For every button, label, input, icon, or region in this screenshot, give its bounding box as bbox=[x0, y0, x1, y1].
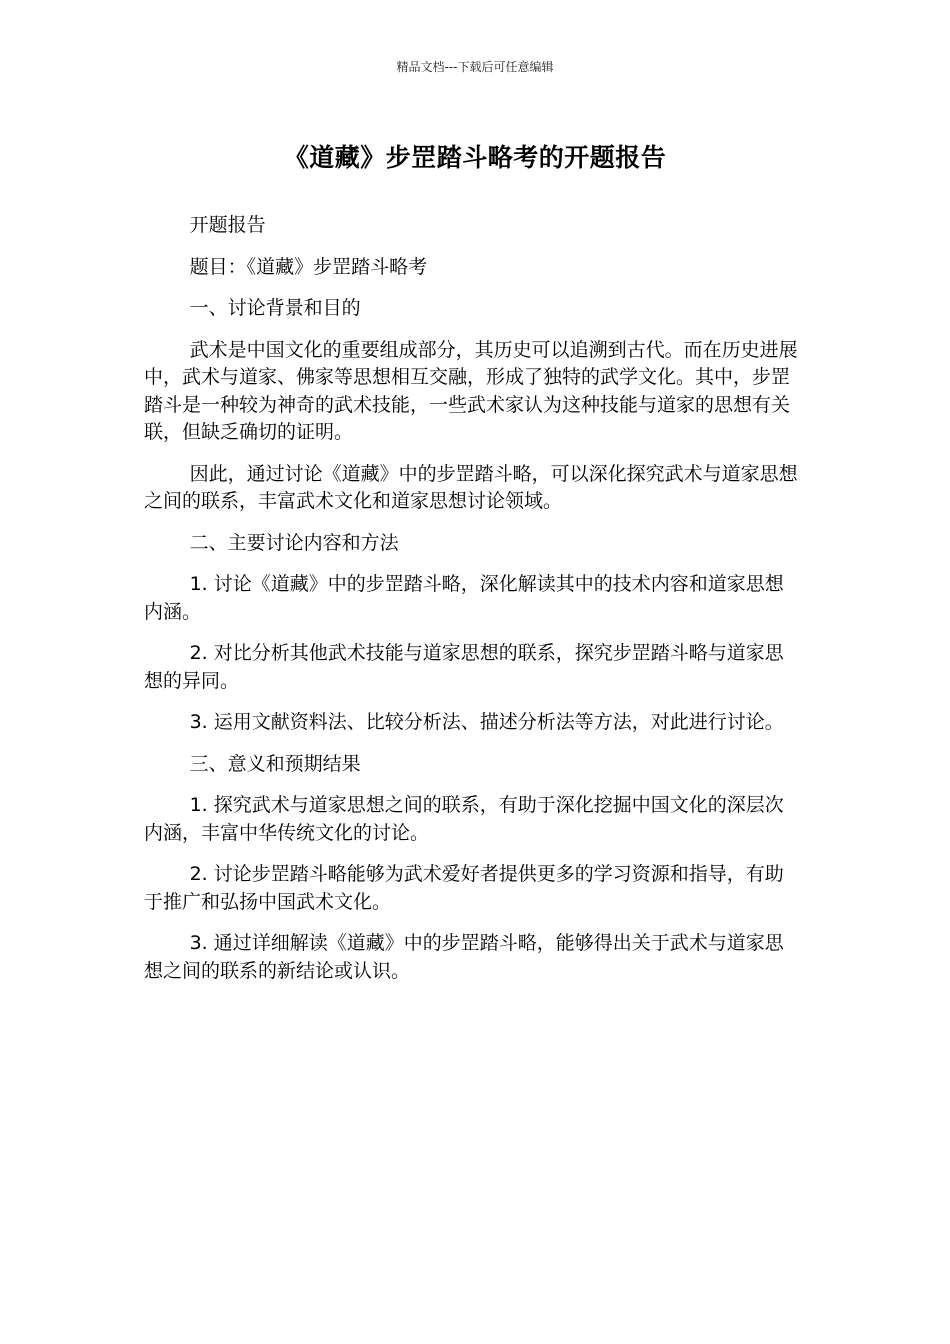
paragraph-background-1: 武术是中国文化的重要组成部分，其历史可以追溯到古代。而在历史进展中，武术与道家、佛家等思想相互交融，形成了独特的武学文化。其中，步罡踏斗是一种较为神奇的武术技能，一些武术家认为这种技能与道家的思想有关联，但缺乏确切的证明。 bbox=[144, 338, 798, 443]
document-body bbox=[144, 212, 800, 999]
document-title: 《道藏》步罡踏斗略考的开题报告 bbox=[283, 143, 667, 172]
paragraph-significance-3: 3. 通过详细解读《道藏》中的步罡踏斗略，能够得出关于武术与道家思想之间的联系的新结论或认识。 bbox=[144, 932, 784, 982]
paragraph-method-1: 1. 讨论《道藏》中的步罡踏斗略，深化解读其中的技术内容和道家思想内涵。 bbox=[144, 573, 784, 623]
section-heading-methods: 二、主要讨论内容和方法 bbox=[189, 531, 399, 554]
page-header: 精品文档---下载后可任意编辑 bbox=[396, 60, 554, 74]
paragraph-background-2: 因此，通过讨论《道藏》中的步罡踏斗略，可以深化探究武术与道家思想之间的联系，丰富武术文化和道家思想讨论领域。 bbox=[144, 462, 798, 512]
paragraph-method-3: 3. 运用文献资料法、比较分析法、描述分析法等方法，对此进行讨论。 bbox=[189, 711, 784, 733]
paragraph-report-label: 开题报告 bbox=[189, 214, 266, 236]
section-heading-background: 一、讨论背景和目的 bbox=[189, 297, 361, 319]
section-heading-significance: 三、意义和预期结果 bbox=[189, 752, 361, 775]
paragraph-significance-1: 1. 探究武术与道家思想之间的联系，有助于深化挖掘中国文化的深层次内涵，丰富中华传统文化的讨论。 bbox=[144, 794, 784, 844]
paragraph-significance-2: 2. 讨论步罡踏斗略能够为武术爱好者提供更多的学习资源和指导，有助于推广和弘扬中国武术文化。 bbox=[144, 863, 784, 913]
paragraph-topic: 题目：《道藏》步罡踏斗略考 bbox=[189, 255, 428, 278]
paragraph-method-2: 2. 对比分析其他武术技能与道家思想的联系，探究步罡踏斗略与道家思想的异同。 bbox=[144, 642, 784, 692]
